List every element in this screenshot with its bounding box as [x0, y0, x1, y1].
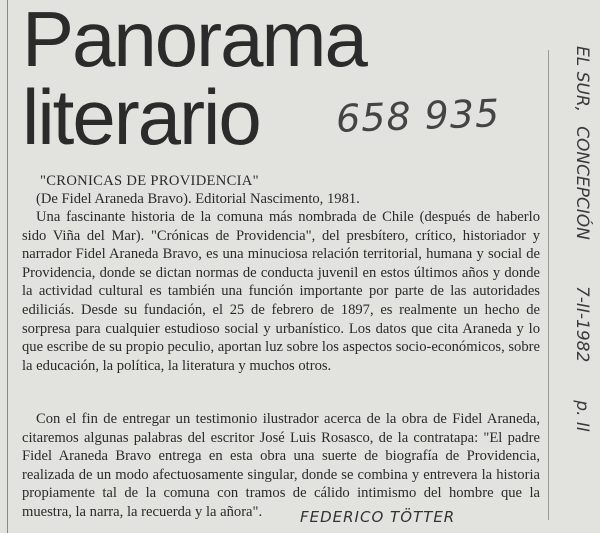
author-signature: FEDERICO TÖTTER: [300, 508, 456, 526]
handwritten-catalog-number: 658 935: [335, 91, 501, 141]
left-column-rule: [7, 0, 8, 533]
paragraph-text: Con el fin de entregar un testimonio ilustrador acerca de la obra de Fidel Araneda, citaremos algunas palabras del escritor José Luis Rosasco, de la contratapa: "El padre Fidel Araneda Bravo entrega en esta obra una suerte de biografía de Providencia, realizada de un modo afectuosamente singular, donde se combina y entrevera la historia propiamente tal de la comuna con tramos de cálido intimismo del hombre que la muestra, la narra, la recuerda y la añora".: [22, 411, 540, 520]
article-paragraph-1: [22, 208, 540, 375]
right-column-rule: [548, 50, 549, 520]
handwritten-source-note: [552, 46, 592, 516]
source-newspaper: EL SUR,: [572, 46, 592, 113]
article-paragraph-2: [22, 410, 540, 522]
headline-line-2: literario: [22, 73, 260, 161]
book-title: "CRONICAS DE PROVIDENCIA": [40, 173, 259, 189]
source-date: 7-II-1982: [572, 285, 592, 363]
source-page: p. II: [572, 400, 592, 432]
paragraph-text: Una fascinante historia de la comuna más nombrada de Chile (después de haberlo sido Viña del Mar). "Crónicas de Providencia", del presbítero, crítico, historiador y narrador Fidel Araneda Bravo, es una minuciosa relación territorial, humana y social de Providencia, donde se dictan normas de conducta juvenil en estos últimos años y donde la actividad cultural es también una función importante por parte de las autoridades ediliciás. Desde su fundación, el 25 de febrero de 1897, es realmente un hecho de sorpresa para cualquier estudioso social y urbanístico. Los datos que cita Araneda y lo que escribe de su propio peculio, aportan luz sobre los aspectos socio-económicos, sobre la educación, la política, la literatura y muchos otros.: [22, 209, 540, 374]
book-reference: (De Fidel Araneda Bravo). Editorial Nascimento, 1981.: [36, 191, 360, 207]
headline-line-1: Panorama: [22, 0, 366, 83]
source-city: CONCEPCIÓN: [572, 126, 592, 240]
